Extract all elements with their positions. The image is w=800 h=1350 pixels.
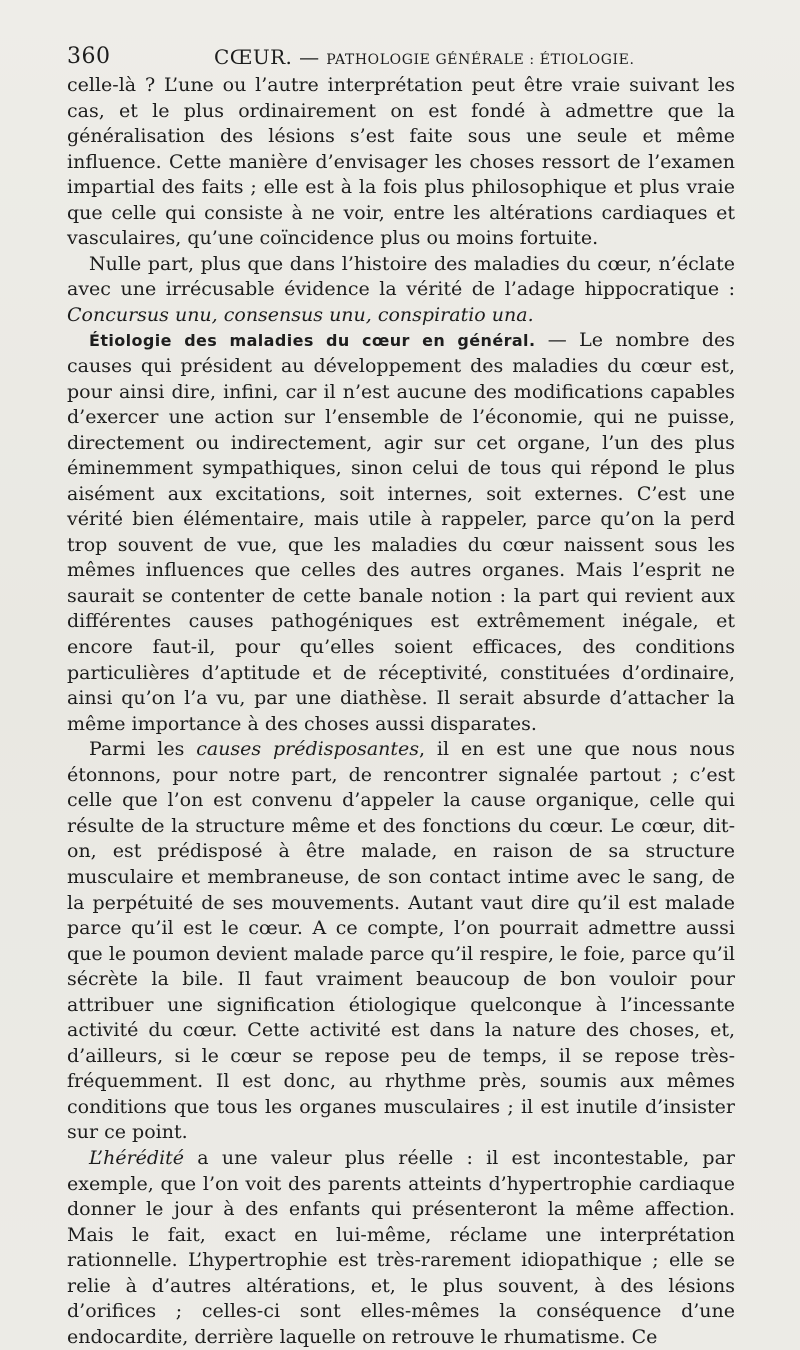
page-number: 360: [67, 44, 111, 69]
paragraph-text: — Le nombre des causes qui président au développement des maladies du cœur est, pour ainsi dire, infini, car il n’est aucune des modifications capables d’exercer une action sur l’ensemble de l’économie, qui ne puisse, directement ou indirectement, agir sur cet organe, l’un des plus éminemment sympathiques, sinon celui de tous qui répond le plus aisément aux excitations, soit internes, soit externes. C’est une vérité bien élémentaire, mais utile à rappeler, parce qu’on la perd trop souvent de vue, que les maladies du cœur naissent sous les mêmes influences que celles des autres organes. Mais l’esprit ne saurait se contenter de cette banale notion : la part qui revient aux différentes causes pathogéniques est extrêmement inégale, et encore faut-il, pour qu’elles soient efficaces, des conditions particulières d’aptitude et de réceptivité, constituées d’ordinaire, ainsi qu’on l’a vu, par une diathèse. Il serait absurde d’attacher la même importance à des choses aussi disparates.: [67, 329, 735, 735]
running-head-main: CŒUR.: [214, 45, 293, 69]
latin-quotation: Concursus unu, consensus unu, conspiratio una.: [67, 303, 534, 326]
page-header: [67, 42, 735, 72]
paragraph-heredity: [67, 1146, 735, 1350]
paragraph-text: , il en est une que nous nous étonnons, pour notre part, de rencontrer signalée partout ; c’est celle que l’on est convenu d’appeler la cause organique, celle qui résulte de la structure même et des fonctions du cœur. Le cœur, dit-on, est prédisposé à être malade, en raison de sa structure musculaire et membraneuse, de son contact intime avec le sang, de la perpétuité de ses mouvements. Autant vaut dire qu’il est malade parce qu’il est le cœur. A ce compte, l’on pourrait admettre aussi que le poumon devient malade parce qu’il respire, le foie, parce qu’il sécrète la bile. Il faut vraiment beaucoup de bon vouloir pour attribuer une signification étiologique quelconque à l’incessante activité du cœur. Cette activité est dans la nature des choses, et, d’ailleurs, si le cœur se repose peu de temps, il se repose très-fréquemment. Il est donc, au rhythme près, soumis aux mêmes conditions que tous les organes musculaires ; il est inutile d’insister sur ce point.: [67, 738, 735, 1144]
section-heading: Étiologie des maladies du cœur en général.: [89, 331, 536, 351]
paragraph-hippocratic-adage: [67, 252, 735, 329]
paragraph-text: Nulle part, plus que dans l’histoire des maladies du cœur, n’éclate avec une irrécusable évidence la vérité de l’adage hippocratique :: [67, 252, 735, 301]
running-head-separator: —: [292, 45, 327, 69]
paragraph-continuation: celle-là ? L’une ou l’autre interprétation peut être vraie suivant les cas, et le plus ordinairement on est fondé à admettre que la généralisation des lésions s’est faite sous une seule et même influence. Cette manière d’envisager les choses ressort de l’examen impartial des faits ; elle est à la fois plus philosophique et plus vraie que celle qui consiste à ne voir, entre les altérations cardiaques et vasculaires, qu’une coïncidence plus ou moins fortuite.: [67, 74, 735, 250]
paragraph-etiology-section: [67, 328, 735, 737]
paragraph-predisposing-causes: [67, 737, 735, 1146]
running-head: [214, 42, 635, 75]
paragraph-text: Parmi les: [89, 738, 197, 761]
page-body: [67, 73, 735, 1350]
italic-term: causes prédisposantes: [196, 738, 420, 761]
running-head-subtitle: PATHOLOGIE GÉNÉRALE : ÉTIOLOGIE.: [326, 52, 635, 68]
italic-term: L’hérédité: [89, 1146, 185, 1169]
paragraph-text: a une valeur plus réelle : il est incontestable, par exemple, que l’on voit des parents atteints d’hypertrophie cardiaque donner le jour à des enfants qui présenteront la même affection. Mais le fait, exact en lui-même, réclame une interprétation rationnelle. L’hypertrophie est très-rarement idiopathique ; elle se relie à d’autres altérations, et, le plus souvent, à des lésions d’orifices ; celles-ci sont elles-mêmes la conséquence d’une endocardite, derrière laquelle on retrouve le rhumatisme. Ce: [67, 1146, 735, 1348]
